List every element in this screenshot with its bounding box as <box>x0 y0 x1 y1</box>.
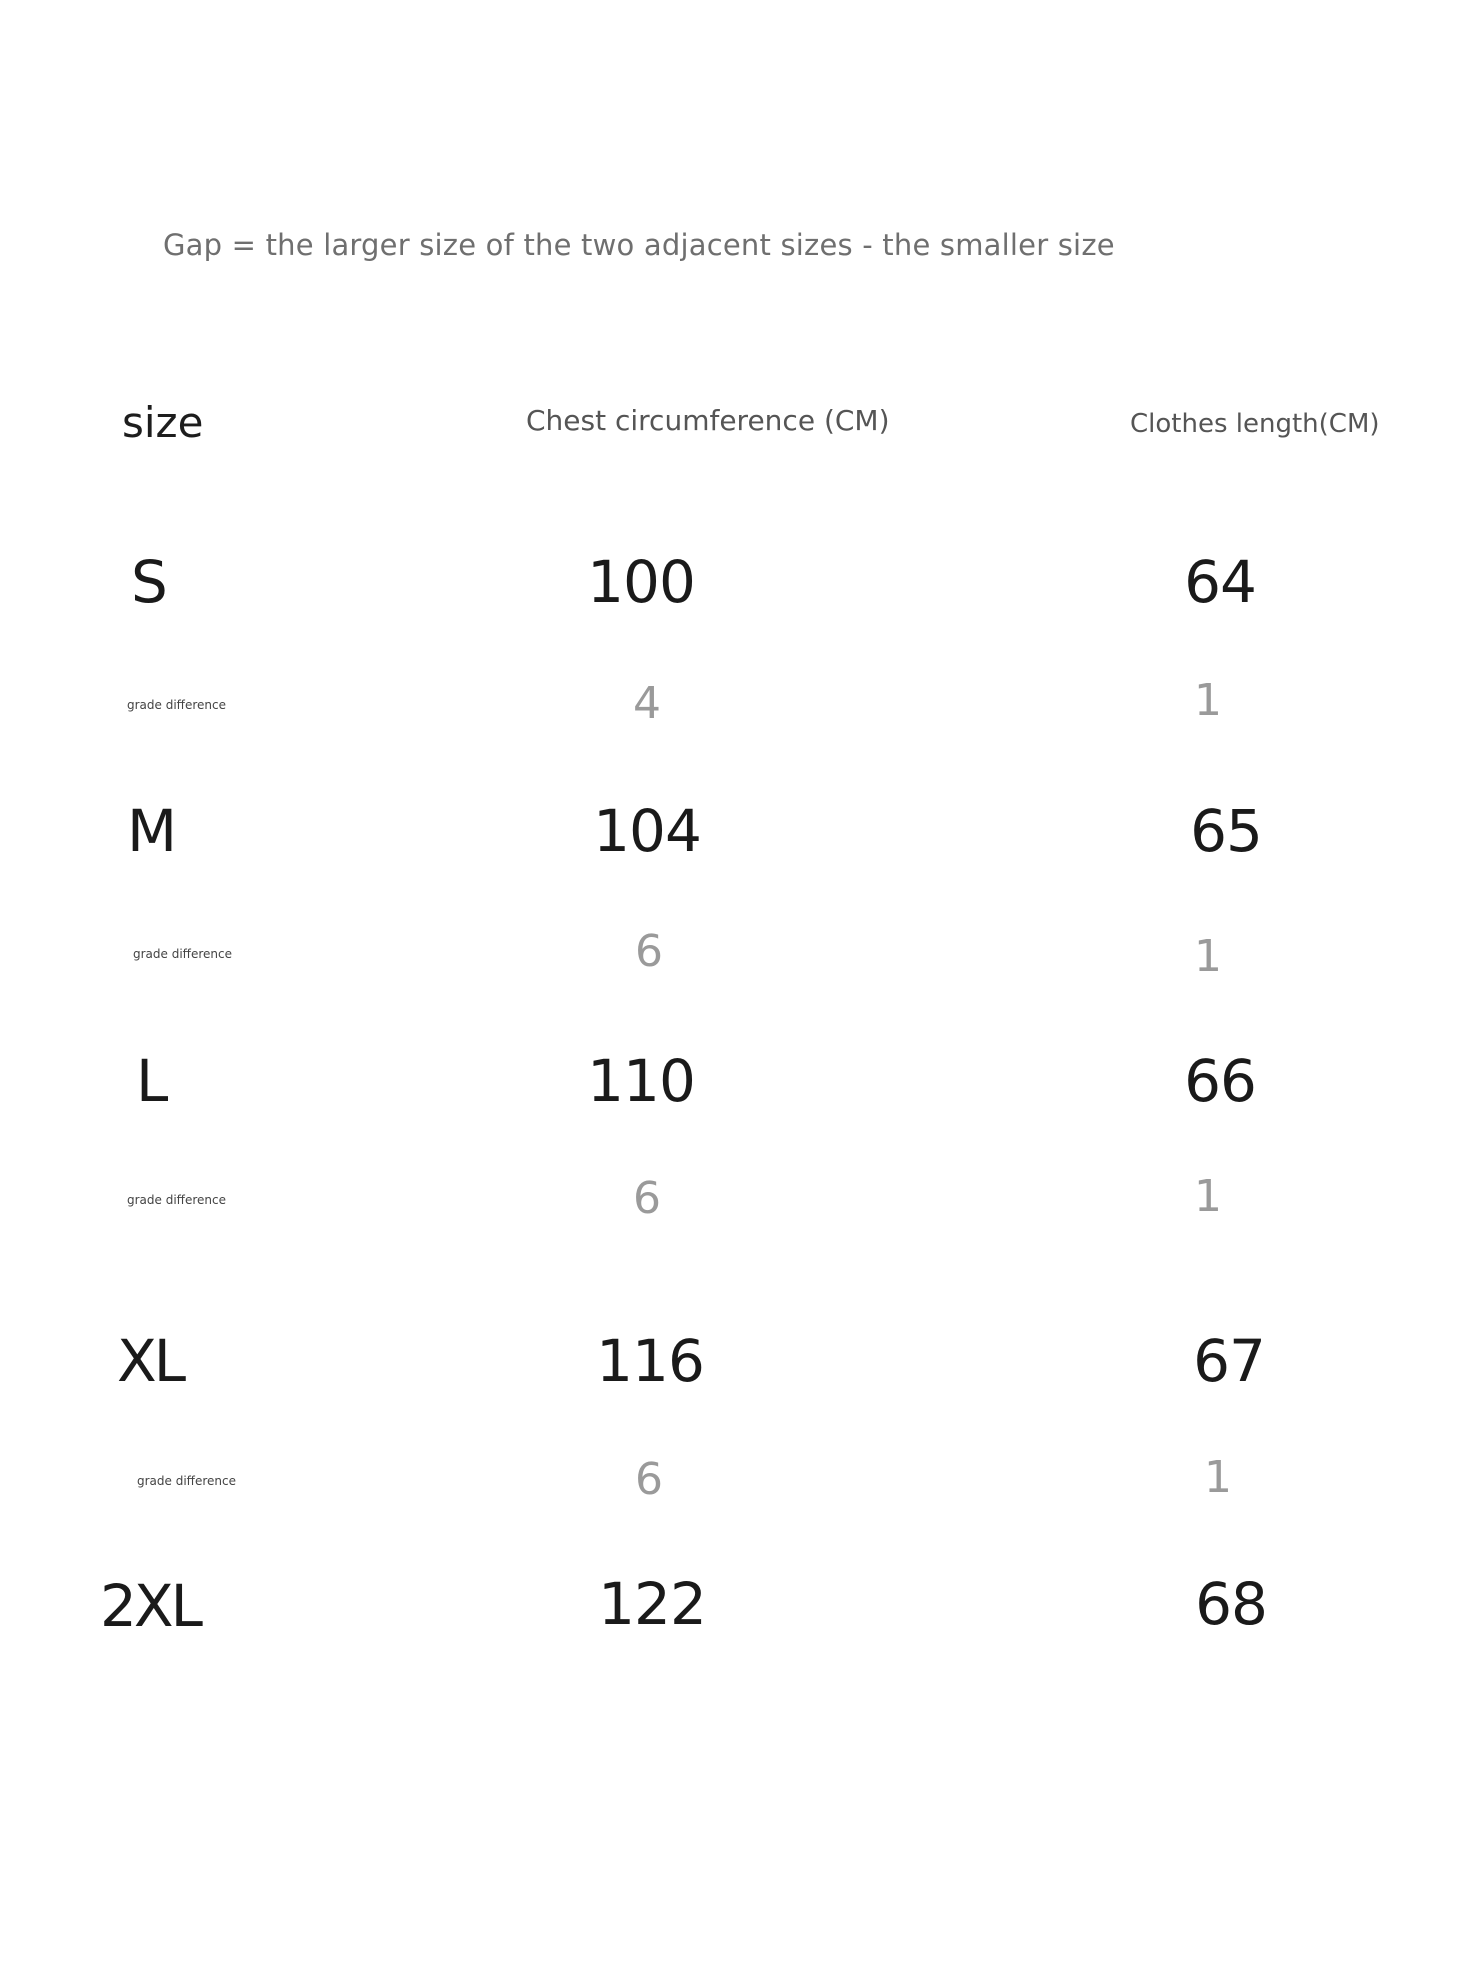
grade-chest-value: 6 <box>635 1454 663 1505</box>
size-label-2xl: 2XL <box>100 1572 200 1640</box>
gap-formula-note: Gap = the larger size of the two adjacent sizes - the smaller size <box>163 228 1115 262</box>
grade-difference-label: grade difference <box>137 1474 236 1488</box>
size-label-s: S <box>131 548 165 616</box>
grade-chest-value: 6 <box>633 1173 661 1224</box>
grade-length-value: 1 <box>1194 1171 1222 1222</box>
size-label-m: M <box>127 797 175 865</box>
grade-difference-label: grade difference <box>127 698 226 712</box>
length-value-m: 65 <box>1190 797 1262 865</box>
length-value-xl: 67 <box>1193 1327 1265 1395</box>
grade-difference-label: grade difference <box>127 1193 226 1207</box>
chest-value-s: 100 <box>587 548 695 616</box>
header-clothes-length: Clothes length(CM) <box>1130 409 1380 439</box>
length-value-s: 64 <box>1184 548 1256 616</box>
size-label-xl: XL <box>117 1327 184 1395</box>
chest-value-l: 110 <box>587 1047 695 1115</box>
length-value-l: 66 <box>1184 1047 1256 1115</box>
header-chest-circumference: Chest circumference (CM) <box>526 404 890 437</box>
grade-chest-value: 4 <box>633 678 661 729</box>
chest-value-2xl: 122 <box>598 1570 706 1638</box>
chest-value-xl: 116 <box>596 1327 704 1395</box>
chest-value-m: 104 <box>593 797 701 865</box>
grade-difference-label: grade difference <box>133 947 232 961</box>
grade-length-value: 1 <box>1204 1452 1232 1503</box>
grade-chest-value: 6 <box>635 926 663 977</box>
size-label-l: L <box>136 1047 166 1115</box>
length-value-2xl: 68 <box>1195 1570 1267 1638</box>
header-size: size <box>122 398 204 447</box>
grade-length-value: 1 <box>1194 675 1222 726</box>
grade-length-value: 1 <box>1194 931 1222 982</box>
